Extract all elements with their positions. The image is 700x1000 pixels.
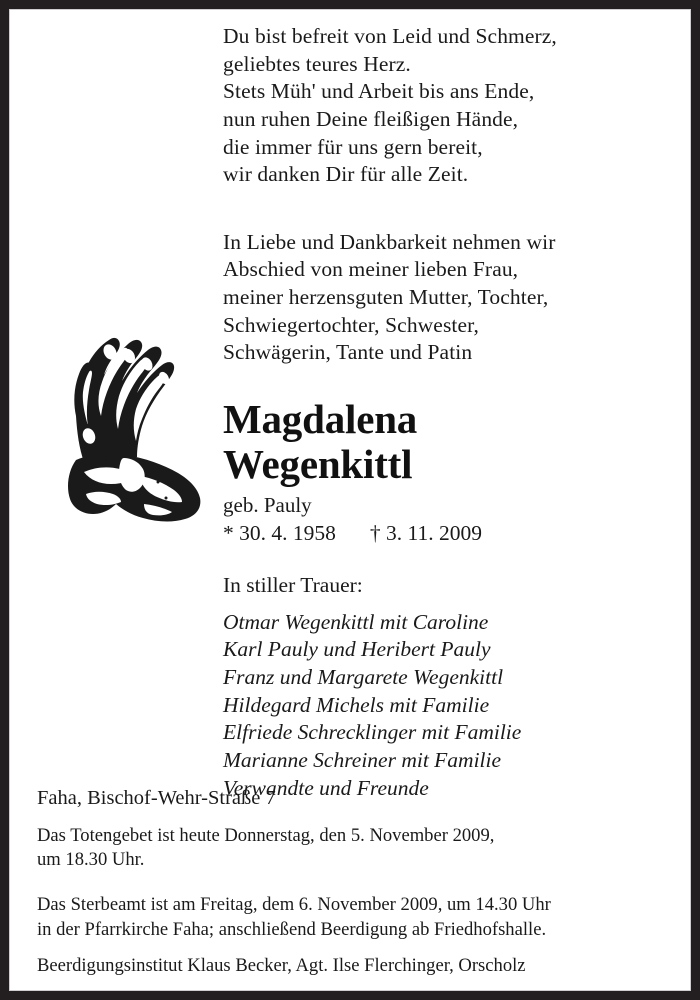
service-line: Das Sterbeamt ist am Freitag, dem 6. November 2009, um 14.30 Uhr — [37, 894, 551, 916]
mourner-entry: Elfriede Schrecklinger mit Familie — [223, 720, 522, 745]
intro-line: Abschied von meiner lieben Frau, — [223, 257, 519, 282]
praying-hands-illustration — [40, 312, 218, 552]
death-date: 3. 11. 2009 — [386, 520, 482, 545]
intro-line: Schwiegertochter, Schwester, — [223, 312, 480, 337]
memorial-verse — [223, 23, 675, 189]
mourner-entry: Franz und Margarete Wegenkittl — [223, 665, 504, 690]
deceased-maiden-name: geb. Pauly — [223, 493, 312, 518]
verse-line: Stets Müh' und Arbeit bis ans Ende, — [223, 79, 535, 104]
mourners-list — [223, 609, 675, 802]
intro-line: meiner herzensguten Mutter, Tochter, — [223, 285, 549, 309]
verse-line: die immer für uns gern bereit, — [223, 134, 483, 159]
mourner-entry: Verwandte und Freunde — [223, 775, 429, 800]
mourner-entry: Hildegard Michels mit Familie — [223, 692, 490, 717]
funeral-home-line: Beerdigungsinstitut Klaus Becker, Agt. Ilse Flerchinger, Orscholz — [37, 955, 526, 976]
death-cross-icon: † — [369, 520, 381, 545]
birth-symbol-icon: * — [223, 520, 234, 545]
prayer-line: Das Totengebet ist heute Donnerstag, den 5. November 2009, — [37, 824, 495, 846]
intro-line: In Liebe und Dankbarkeit nehmen wir — [223, 229, 556, 254]
prayer-service-info — [37, 824, 667, 873]
service-line: in der Pfarrkirche Faha; anschließend Beerdigung ab Friedhofshalle. — [37, 918, 547, 940]
verse-line: wir danken Dir für alle Zeit. — [223, 162, 469, 187]
mourners-heading: In stiller Trauer: — [223, 572, 363, 597]
farewell-statement — [223, 229, 675, 367]
mourner-entry: Otmar Wegenkittl mit Caroline — [223, 609, 489, 634]
main-text-column — [223, 23, 675, 802]
funeral-mass-info — [37, 893, 667, 942]
notice-inner-page — [9, 9, 691, 991]
funeral-home-credit — [37, 954, 667, 978]
family-address: Faha, Bischof-Wehr-Straße 7 — [37, 787, 276, 809]
mourner-entry: Karl Pauly und Heribert Pauly — [223, 637, 491, 662]
prayer-line: um 18.30 Uhr. — [37, 848, 145, 870]
birth-date: 30. 4. 1958 — [239, 520, 336, 545]
deceased-name-block — [223, 397, 675, 546]
intro-line: Schwägerin, Tante und Patin — [223, 340, 473, 365]
deceased-last-name: Wegenkittl — [223, 440, 413, 487]
deceased-first-name: Magdalena — [223, 395, 418, 442]
verse-line: geliebtes teures Herz. — [223, 51, 411, 76]
verse-line: nun ruhen Deine fleißigen Hände, — [223, 106, 519, 131]
deceased-life-dates — [223, 520, 675, 546]
notice-footer — [37, 786, 667, 978]
mourner-entry: Marianne Schreiner mit Familie — [223, 747, 502, 772]
verse-line: Du bist befreit von Leid und Schmerz, — [223, 24, 557, 48]
